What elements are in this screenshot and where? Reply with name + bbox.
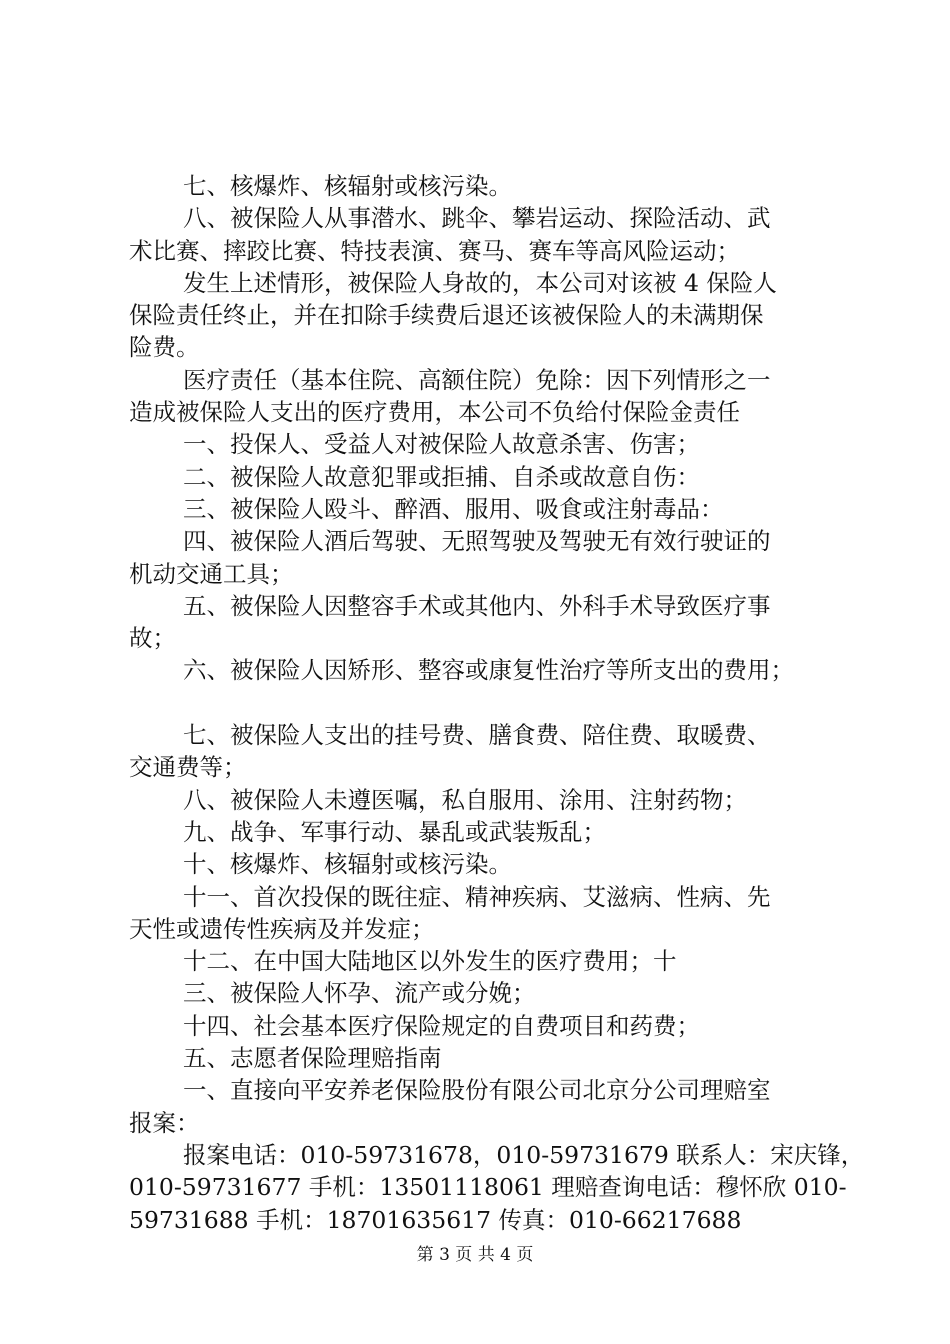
paragraph-line: 五、志愿者保险理赔指南 xyxy=(183,1044,442,1073)
paragraph-line: 四、被保险人酒后驾驶、无照驾驶及驾驶无有效行驶证的 xyxy=(183,527,771,556)
paragraph-line: 三、被保险人怀孕、流产或分娩； xyxy=(183,979,536,1008)
paragraph-line: 十、核爆炸、核辐射或核污染。 xyxy=(183,850,512,879)
page-number-footer: 第 3 页 共 4 页 xyxy=(416,1245,534,1265)
paragraph-line: 十一、首次投保的既往症、精神疾病、艾滋病、性病、先 xyxy=(183,882,771,911)
paragraph-line: 术比赛、摔跤比赛、特技表演、赛马、赛车等高风险运动； xyxy=(129,236,740,265)
paragraph-line: 九、战争、军事行动、暴乱或武装叛乱； xyxy=(183,817,606,846)
blank-line xyxy=(129,687,835,719)
paragraph-line: 八、被保险人从事潜水、跳伞、攀岩运动、探险活动、武 xyxy=(183,204,771,233)
paragraph-line: 59731688 手机：18701635617 传真：010-66217688 xyxy=(129,1205,742,1234)
paragraph-line: 造成被保险人支出的医疗费用，本公司不负给付保险金责任 xyxy=(129,398,740,427)
paragraph-line: 报案： xyxy=(129,1108,200,1137)
paragraph-line: 发生上述情形，被保险人身故的，本公司对该被 4 保险人 xyxy=(183,268,777,297)
document-body xyxy=(129,170,865,1236)
paragraph-line: 保险责任终止，并在扣除手续费后退还该被保险人的未满期保 xyxy=(129,301,764,330)
paragraph-line: 七、核爆炸、核辐射或核污染。 xyxy=(183,172,512,200)
paragraph-line: 机动交通工具； xyxy=(129,559,294,588)
paragraph-line: 报案电话：010-59731678，010-59731679 联系人：宋庆锋， xyxy=(183,1140,865,1169)
paragraph-line: 一、直接向平安养老保险股份有限公司北京分公司理赔室 xyxy=(183,1076,771,1105)
paragraph-line: 天性或遗传性疾病及并发症； xyxy=(129,914,435,943)
paragraph-line: 五、被保险人因整容手术或其他内、外科手术导致医疗事 xyxy=(183,591,771,620)
paragraph-line: 故； xyxy=(129,624,176,653)
paragraph-line: 010-59731677 手机：13501118061 理赔查询电话：穆怀欣 010- xyxy=(129,1173,847,1202)
paragraph-line: 六、被保险人因矫形、整容或康复性治疗等所支出的费用； xyxy=(183,656,794,685)
paragraph-line: 七、被保险人支出的挂号费、膳食费、陪住费、取暖费、 xyxy=(183,721,771,750)
paragraph-line: 医疗责任（基本住院、高额住院）免除：因下列情形之一 xyxy=(183,365,771,394)
paragraph-line: 二、被保险人故意犯罪或拒捕、自杀或故意自伤： xyxy=(183,462,700,491)
paragraph-line: 险费。 xyxy=(129,333,200,362)
paragraph-line: 交通费等； xyxy=(129,753,247,782)
paragraph-line: 三、被保险人殴斗、醉酒、服用、吸食或注射毒品： xyxy=(183,494,724,523)
paragraph-line: 十四、社会基本医疗保险规定的自费项目和药费； xyxy=(183,1011,700,1040)
paragraph-line: 八、被保险人未遵医嘱，私自服用、涂用、注射药物； xyxy=(183,785,747,814)
paragraph-line: 一、投保人、受益人对被保险人故意杀害、伤害； xyxy=(183,430,700,459)
paragraph-line: 十二、在中国大陆地区以外发生的医疗费用；十 xyxy=(183,947,677,976)
